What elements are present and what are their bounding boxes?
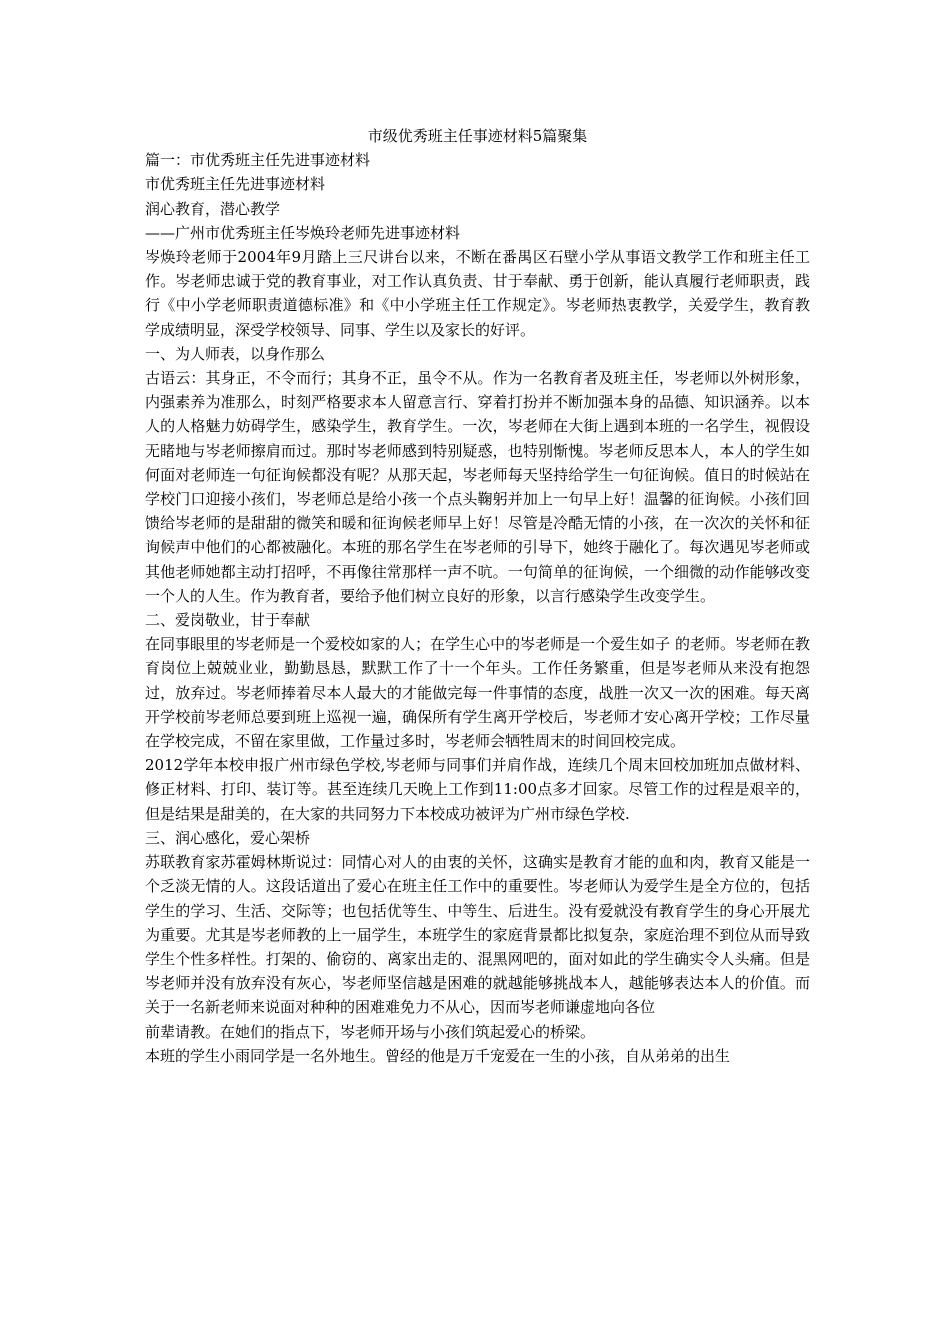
section-1-paragraph: 古语云：其身正，不令而行；其身不正，虽令不从。作为一名教育者及班主任，岑老师以外树形象，内强素养为准那么，时刻严格要求本人留意言行、穿着打扮并不断加强本身的品德、知识涵养。以本人的人格魅力妨碍学生，感染学生，教育学生。一次，岑老师在大街上遇到本班的一名学生，视假设无睹地与岑老师擦肩而过。那时岑老师感到特别疑惑，也特别惭愧。岑老师反思本人，本人的学生如何面对老师连一句征询候都没有呢？从那天起，岑老师每天坚持给学生一句征询候。值日的时候站在学校门口迎接小孩们，岑老师总是给小孩一个点头鞠躬并加上一句早上好！温馨的征询候。小孩们回馈给岑老师的是甜甜的微笑和暖和征询候老师早上好！尽管是冷酷无情的小孩，在一次次的关怀和征询候声中他们的心都被融化。本班的那名学生在岑老师的引导下，她终于融化了。每次遇见岑老师或其他老师她都主动打招呼，不再像往常那样一声不吭。一句简单的征询候，一个细微的动作能够改变一个人的人生。作为教育者，要给予他们树立良好的形象，以言行感染学生改变学生。 [145, 369, 810, 605]
article-title: 市优秀班主任先进事迹材料 [145, 175, 326, 194]
article-byline: ——广州市优秀班主任岑焕玲老师先进事迹材料 [145, 223, 461, 242]
section-2-paragraph-2: 2012学年本校申报广州市绿色学校,岑老师与同事们并肩作战，连续几个周末回校加班加点做材料、修正材料、打印、装订等。甚至连续几天晚上工作到11:00点多才回家。尽管工作的过程是艰辛的，但是结果是甜美的，在大家的共同努力下本校成功被评为广州市绿色学校. [145, 756, 810, 823]
section-heading-2: 二、爱岗敬业，甘于奉献 [145, 611, 311, 630]
document-page [145, 124, 810, 1068]
section-3-continuation: 前辈请教。在她们的指点下，岑老师开场与小孩们筑起爱心的桥梁。 [145, 1022, 596, 1041]
document-body [145, 148, 810, 1068]
section-heading-3: 三、润心感化，爱心架桥 [145, 828, 311, 847]
section-3-paragraph-2-start: 本班的学生小雨同学是一名外地生。曾经的他是万千宠爱在一生的小孩，自从弟弟的出生 [145, 1046, 731, 1065]
article-subtitle: 润心教育，潜心教学 [145, 199, 281, 218]
section-3-paragraph-1: 苏联教育家苏霍姆林斯说过：同情心对人的由衷的关怀，这确实是教育才能的血和肉，教育又能是一个乏淡无情的人。这段话道出了爱心在班主任工作中的重要性。岑老师认为爱学生是全方位的，包括学生的学习、生活、交际等；也包括优等生、中等生、后进生。没有爱就没有教育学生的身心开展尤为重要。尤其是岑老师教的上一届学生，本班学生的家庭背景都比拟复杂，家庭治理不到位从而导致学生个性多样性。打架的、偷窃的、离家出走的、混黑网吧的，面对如此的学生确实令人头痛。但是岑老师并没有放弃没有灰心，岑老师坚信越是困难的就越能够挑战本人，越能够表达本人的价值。而关于一名新老师来说面对种种的困难难免力不从心，因而岑老师谦虚地向各位 [145, 853, 810, 1017]
section-heading-1: 一、为人师表，以身作那么 [145, 344, 326, 363]
document-title: 市级优秀班主任事迹材料5篇聚集 [367, 127, 588, 145]
intro-paragraph: 岑焕玲老师于2004年9月踏上三尺讲台以来，不断在番禺区石壁小学从事语文教学工作和班主任工作。岑老师忠诚于党的教育事业，对工作认真负责、甘于奉献、勇于创新，能认真履行老师职责，践行《中小学老师职责道德标准》和《中小学班主任工作规定》。岑老师热衷教学，关爱学生，教育教学成绩明显，深受学校领导、同事、学生以及家长的好评。 [145, 248, 810, 339]
part-heading: 篇一：市优秀班主任先进事迹材料 [145, 151, 371, 170]
section-2-paragraph-1: 在同事眼里的岑老师是一个爱校如家的人；在学生心中的岑老师是一个爱生如子 的老师。岑老师在教育岗位上兢兢业业，勤勤恳恳，默默工作了十一个年头。工作任务繁重，但是岑老师从来没有抱怨过，放弃过。岑老师捧着尽本人最大的才能做完每一件事情的态度，战胜一次又一次的困难。每天离开学校前岑老师总要到班上巡视一遍，确保所有学生离开学校后，岑老师才安心离开学校；工作尽量在学校完成，不留在家里做，工作量过多时，岑老师会牺牲周末的时间回校完成。 [145, 635, 810, 751]
